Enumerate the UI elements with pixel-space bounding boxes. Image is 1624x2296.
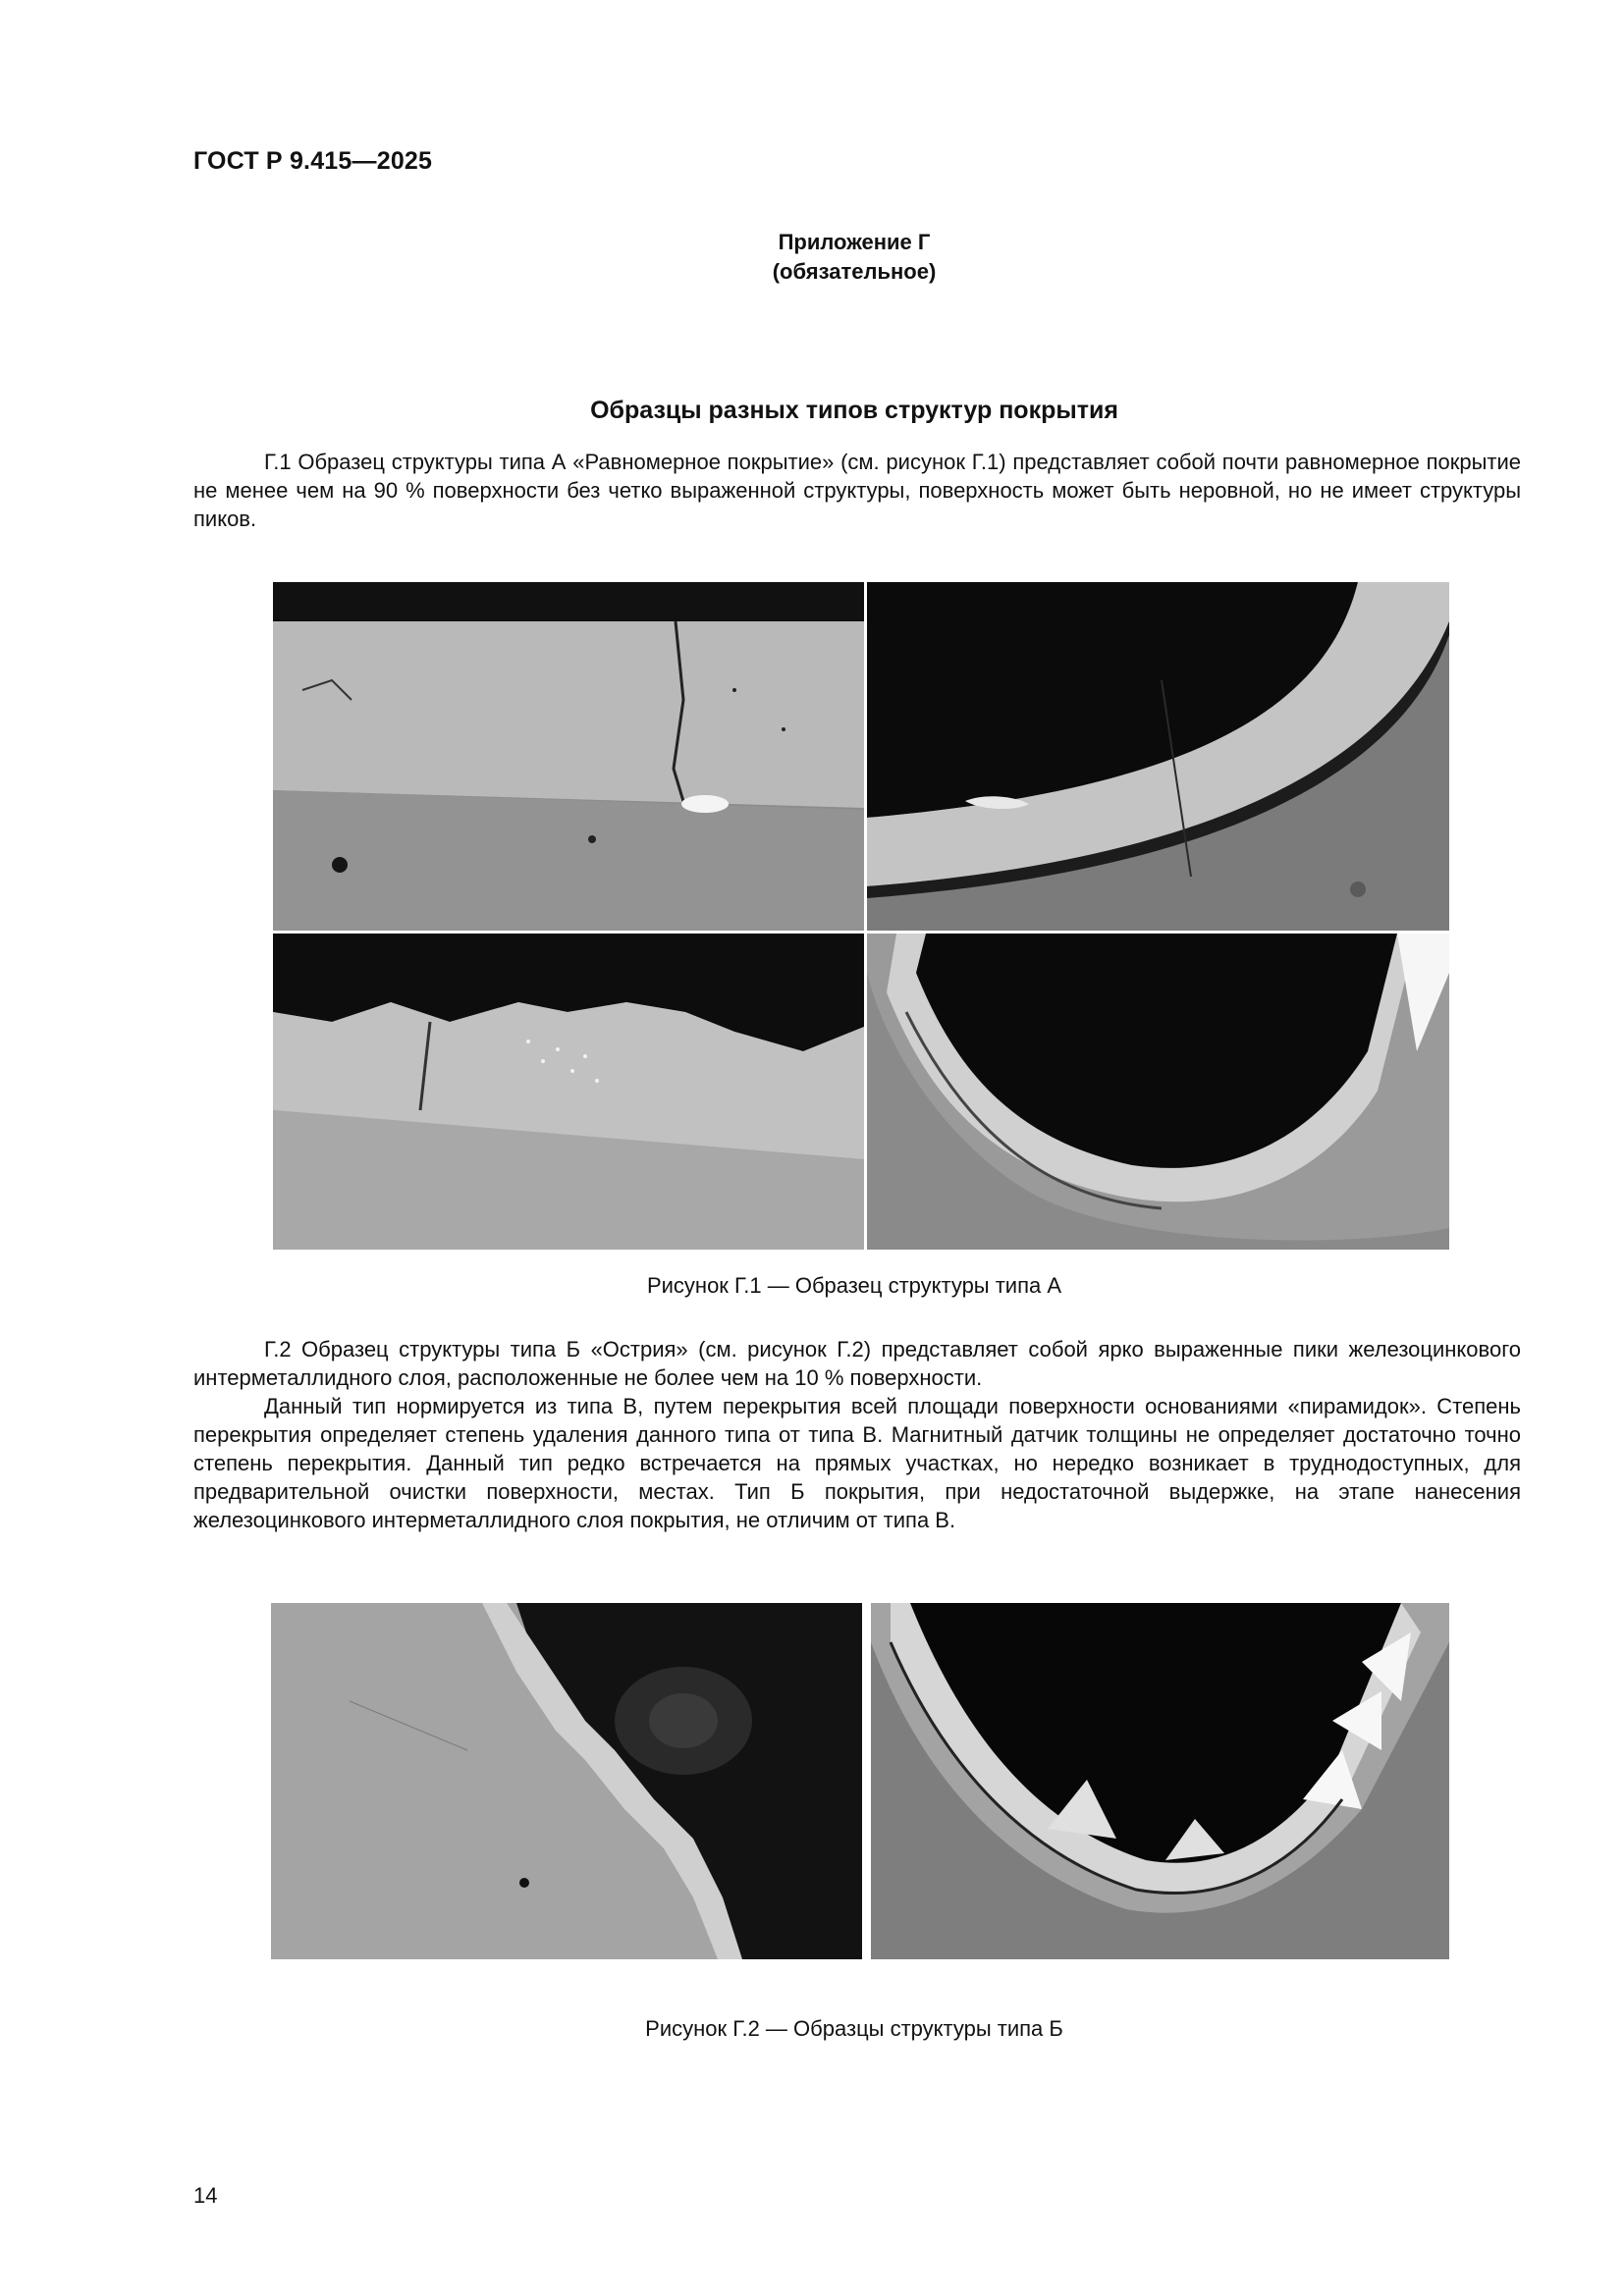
appendix-status: (обязательное): [772, 259, 937, 284]
section-title: Образцы разных типов структур покрытия: [590, 397, 1118, 424]
paragraph-g2b: Данный тип нормируется из типа В, путем перекрытия всей площади поверхности основаниями «пирамидок». Степень перекрытия определяет степень удаления данного типа от типа В. Магнитный датчик толщины не определяет достаточно точно степень перекрытия. Данный тип редко встречается на прямых участках, но нередко возникает в труднодоступных, для предварительной очистки поверхности, местах. Тип Б покрытия, при недостаточной выдержке, на этапе нанесения железоцинкового интерметаллидного слоя покрытия, не отличим от типа В.: [193, 1394, 1521, 1532]
page-number: 14: [193, 2183, 218, 2208]
micrograph-b2: [871, 1603, 1449, 1959]
appendix-title: Приложение Г: [778, 230, 931, 254]
micrograph-b1: [271, 1603, 862, 1959]
micrograph-a1: [273, 582, 864, 931]
paragraph-g2: Г.2 Образец структуры типа Б «Острия» (см. рисунок Г.2) представляет собой ярко выраженные пики железоцинкового интерметаллидного слоя, расположенные не более чем на 10 % поверхности.: [193, 1337, 1521, 1390]
micrograph-a2: [867, 582, 1449, 931]
micrograph-a3: [273, 934, 864, 1250]
appendix-heading: [0, 228, 1624, 287]
micrograph-a4: [867, 934, 1449, 1250]
document-header: ГОСТ Р 9.415—2025: [193, 147, 433, 175]
figure-g1-caption: Рисунок Г.1 — Образец структуры типа А: [646, 1273, 1062, 1298]
paragraph-g1: Г.1 Образец структуры типа А «Равномерное покрытие» (см. рисунок Г.1) представляет собой почти равномерное покрытие не менее чем на 90 % поверхности без четко выраженной структуры, поверхность может быть неровной, но не имеет структуры пиков.: [193, 450, 1521, 531]
figure-g2-caption: Рисунок Г.2 — Образцы структуры типа Б: [645, 2016, 1063, 2041]
